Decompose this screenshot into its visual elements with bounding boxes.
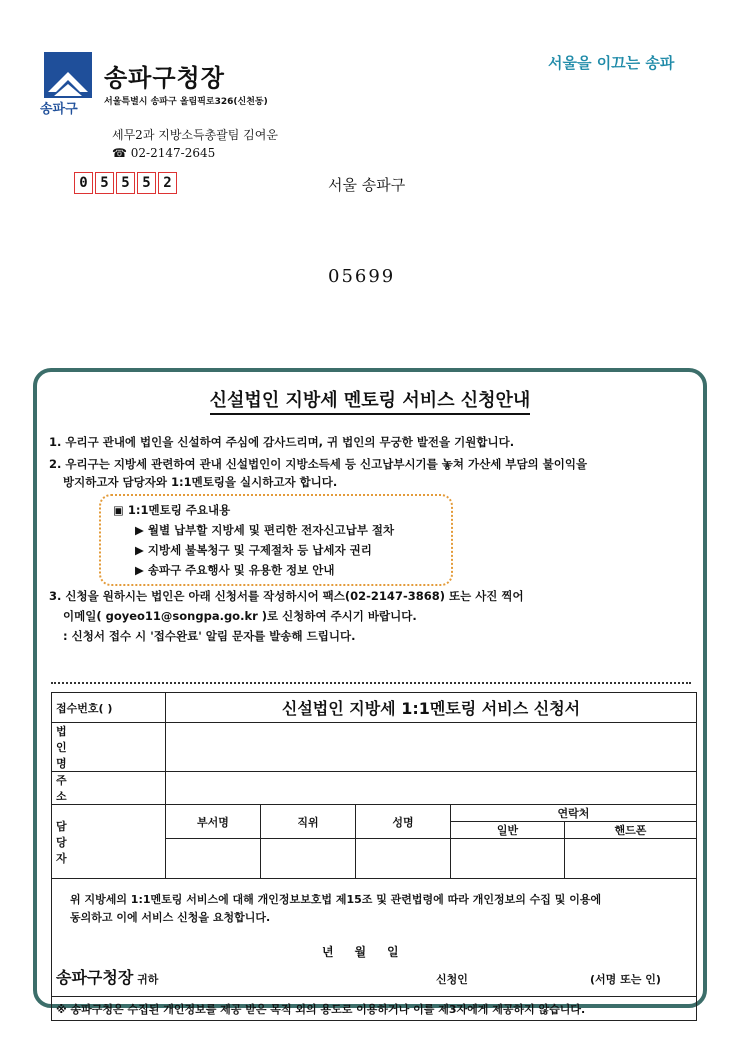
receipt-number-label: 접수번호( )	[52, 693, 166, 723]
col-general: 일반	[451, 822, 565, 839]
col-dept: 부서명	[166, 805, 261, 839]
mentoring-item: ▶ 지방세 불복청구 및 구제절차 등 납세자 권리	[135, 543, 372, 557]
mentoring-box	[99, 494, 453, 586]
date-line: 년 월 일	[322, 945, 399, 959]
col-mobile: 핸드폰	[565, 822, 697, 839]
sender-phone	[112, 146, 215, 160]
position-field[interactable]	[261, 839, 356, 879]
mentoring-item: ▶ 월별 납부할 지방세 및 편리한 전자신고납부 절차	[135, 523, 395, 537]
addressee-suffix: 귀하	[137, 973, 159, 986]
dept-field[interactable]	[166, 839, 261, 879]
zip-digit: 0	[74, 172, 93, 194]
general-phone-field[interactable]	[451, 839, 565, 879]
col-contact: 연락처	[451, 805, 697, 822]
notice-panel	[33, 368, 707, 1016]
recipient-zip: 05699	[328, 266, 396, 287]
address-label: 주 소	[52, 772, 166, 805]
notice-item-2-line-2: 방지하고자 담당자와 1:1멘토링을 실시하고자 합니다.	[63, 475, 338, 489]
zip-digit: 2	[158, 172, 177, 194]
addressee: 송파구청장	[56, 968, 134, 987]
application-form	[51, 692, 697, 1021]
address-field[interactable]	[166, 772, 697, 805]
name-field[interactable]	[356, 839, 451, 879]
slogan-logo: 서울을 이끄는 송파	[548, 54, 675, 72]
notice-item-3-line-3: : 신청서 접수 시 '접수완료' 알림 문자를 발송해 드립니다.	[63, 629, 356, 643]
zip-digit: 5	[116, 172, 135, 194]
sender-phone-number: 02-2147-2645	[130, 146, 216, 160]
songpa-logo-mark-icon	[44, 52, 92, 98]
consent-section	[52, 879, 697, 997]
sender-zip-boxes	[74, 172, 179, 194]
col-name: 성명	[356, 805, 451, 839]
corp-name-field[interactable]	[166, 723, 697, 772]
songpa-logo	[44, 52, 92, 98]
notice-title: 신설법인 지방세 멘토링 서비스 신청안내	[37, 386, 703, 412]
org-title: 송파구청장	[104, 64, 225, 92]
mentoring-item: ▶ 송파구 주요행사 및 유용한 정보 안내	[135, 563, 335, 577]
phone-icon: ☎	[112, 146, 127, 160]
mentoring-heading: ▣ 1:1멘토링 주요내용	[113, 503, 231, 517]
form-title: 신설법인 지방세 1:1멘토링 서비스 신청서	[166, 693, 697, 723]
logo-text: 송파구	[40, 102, 78, 117]
footer-note: ※ 송파구청은 수집된 개인정보를 제공 받은 목적 외의 용도로 이용하거나 이를 제3자에게 제공하지 않습니다.	[52, 997, 697, 1021]
recipient-address: 서울 송파구	[328, 176, 406, 194]
zip-digit: 5	[95, 172, 114, 194]
col-position: 직위	[261, 805, 356, 839]
org-address: 서울특별시 송파구 올림픽로326(신천동)	[104, 97, 268, 107]
corp-name-label: 법 인 명	[52, 723, 166, 772]
signature-label: (서명 또는 인)	[590, 973, 661, 986]
applicant-label: 신청인	[436, 973, 468, 986]
consent-line-2: 동의하고 이에 서비스 신청을 요청합니다.	[70, 911, 271, 924]
zip-digit: 5	[137, 172, 156, 194]
consent-line-1: 위 지방세의 1:1멘토링 서비스에 대해 개인정보보호법 제15조 및 관련법령에 따라 개인정보의 수집 및 이용에	[70, 893, 602, 906]
cut-line	[51, 682, 691, 684]
notice-item-2-line-1: 2. 우리구는 지방세 관련하여 관내 신설법인이 지방소득세 등 신고납부시기를 놓쳐 가산세 부담의 불이익을	[49, 457, 588, 471]
notice-item-1: 1. 우리구 관내에 법인을 신설하여 주심에 감사드리며, 귀 법인의 무궁한 발전을 기원합니다.	[49, 435, 515, 449]
manager-label: 담 당 자	[52, 805, 166, 879]
notice-item-3-line-2: 이메일( goyeo11@songpa.go.kr )로 신청하여 주시기 바랍니다.	[63, 609, 417, 623]
notice-item-3-line-1: 3. 신청을 원하시는 법인은 아래 신청서를 작성하시어 팩스(02-2147-3868) 또는 사진 찍어	[49, 589, 524, 603]
sender-department: 세무2과 지방소득총괄팀 김여운	[112, 128, 278, 142]
mobile-phone-field[interactable]	[565, 839, 697, 879]
